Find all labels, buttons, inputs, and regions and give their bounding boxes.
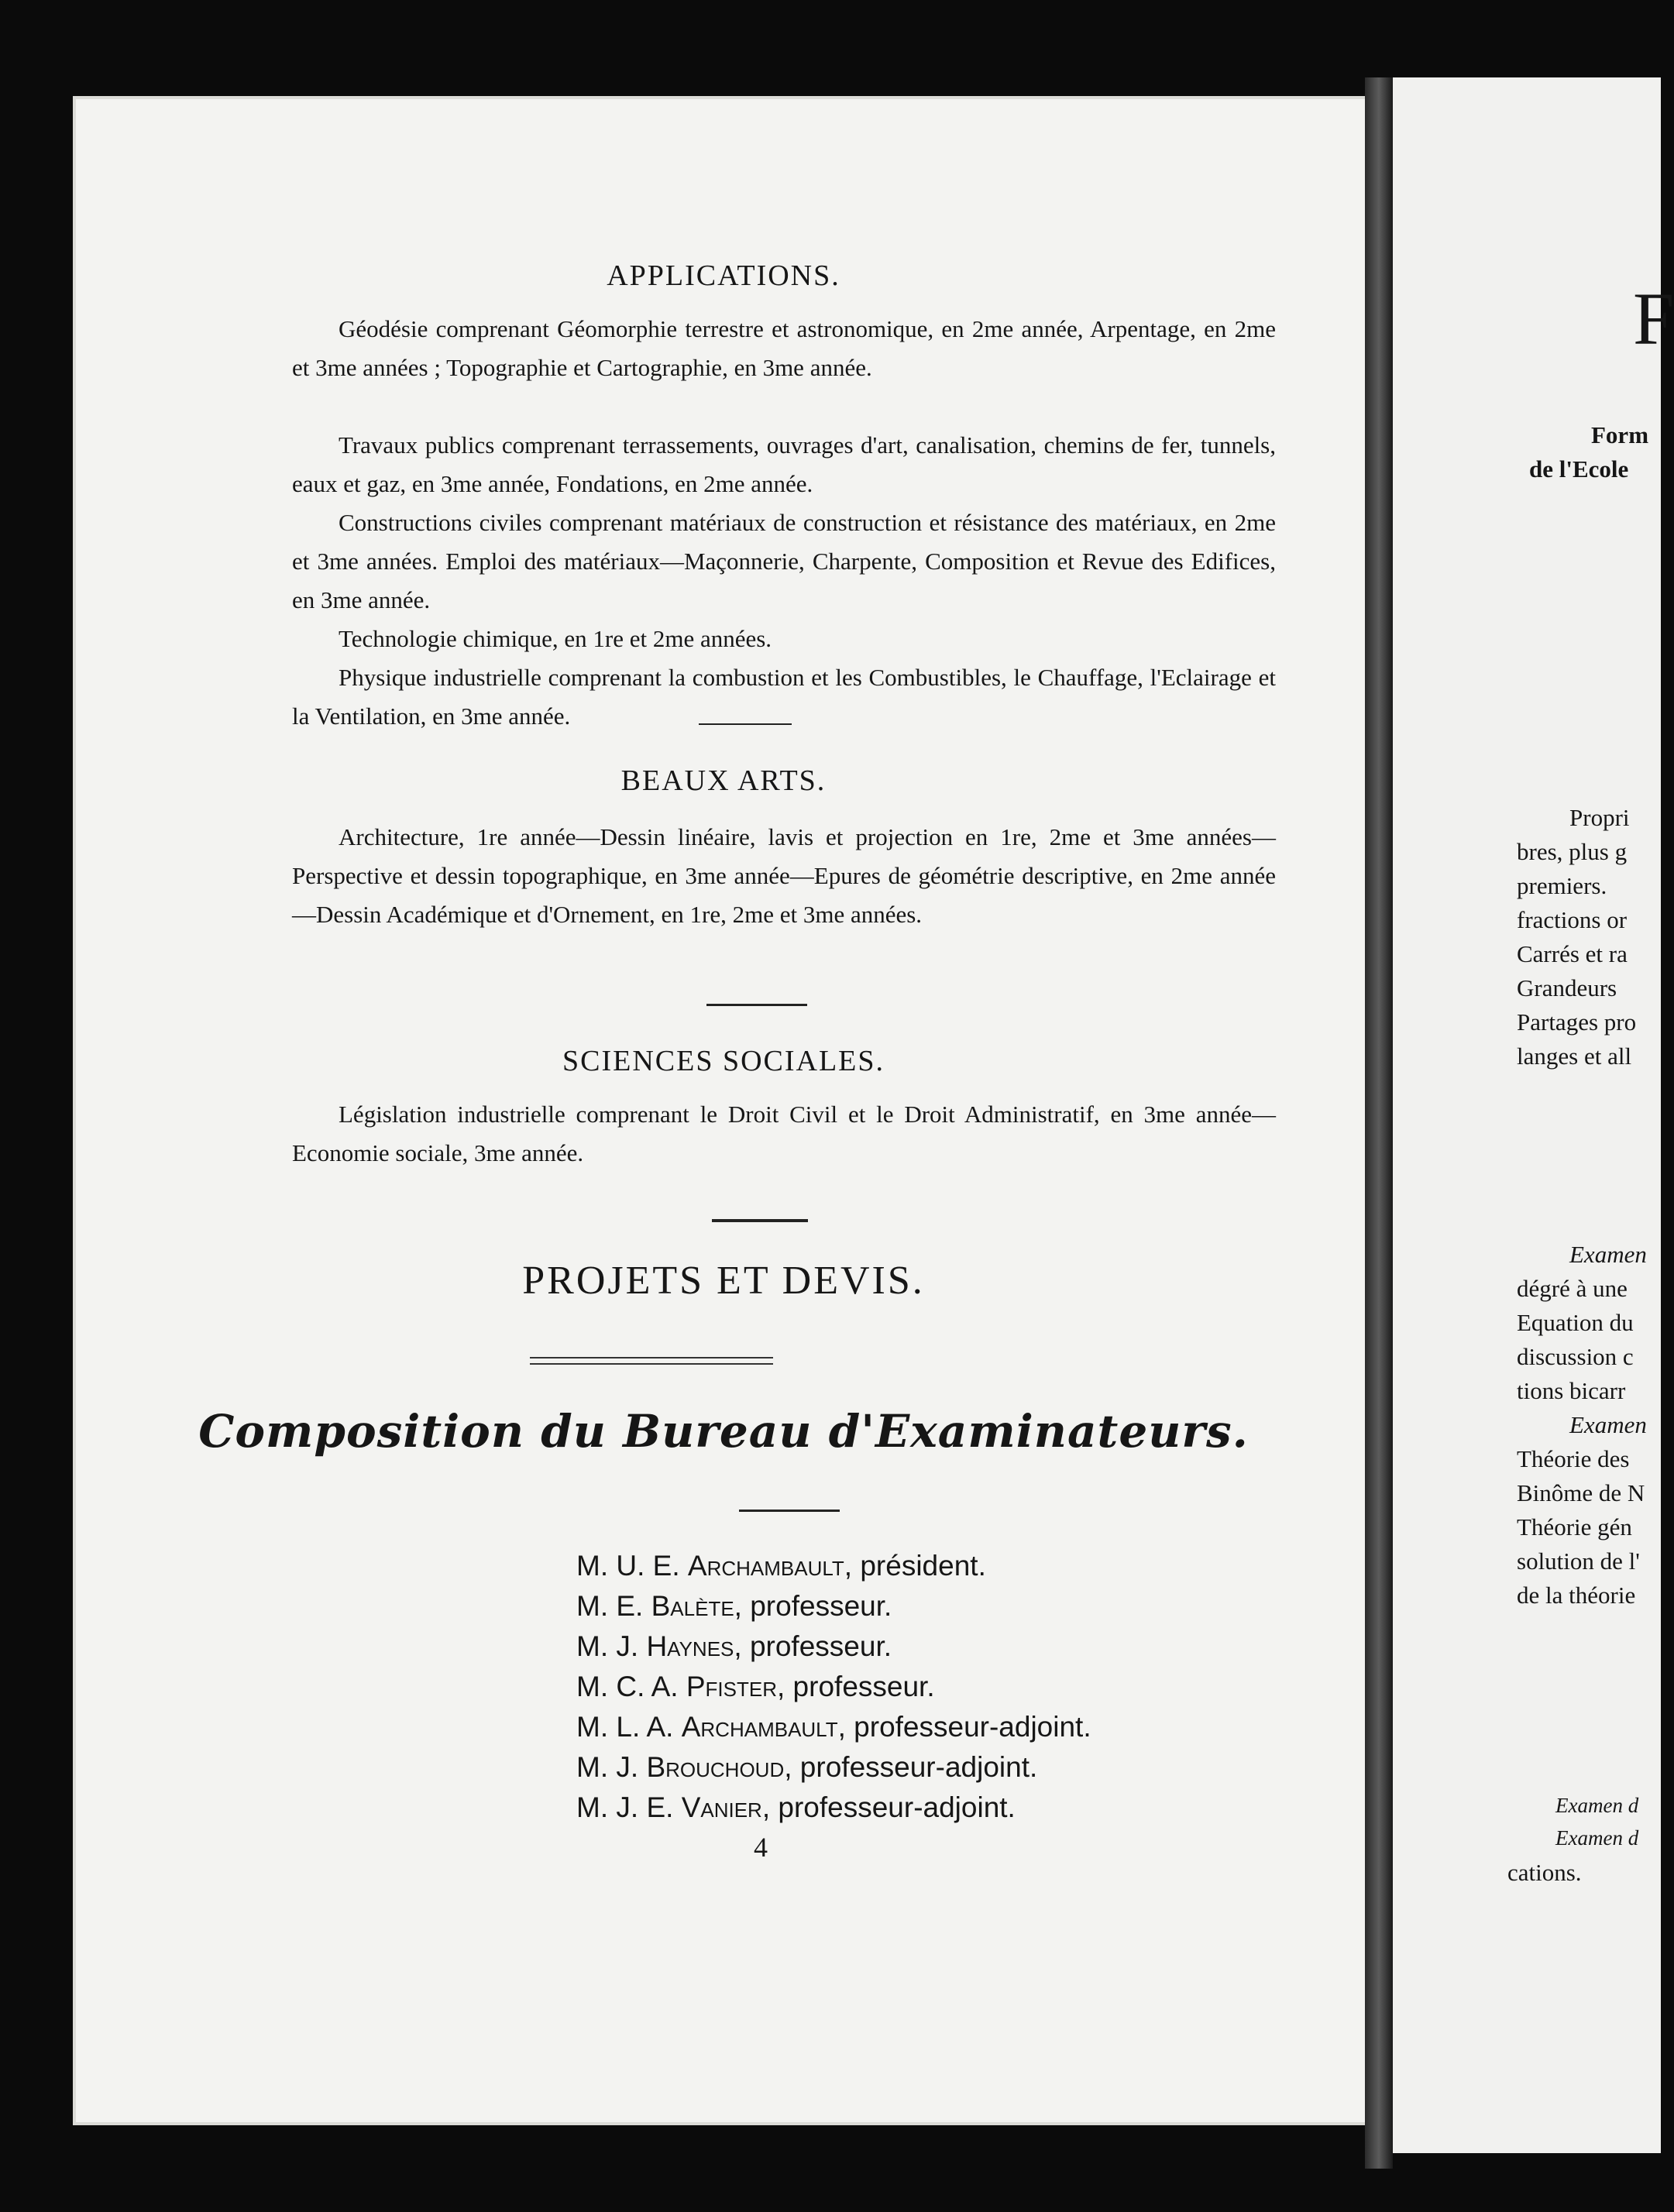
examiner-role: , professeur. (734, 1590, 892, 1622)
double-rule (530, 1357, 773, 1365)
applications-paragraph-travaux: Travaux publics comprenant terrassements, ouvrages d'art, canalisation, chemins de fer, tunnels, eaux et gaz, en 3me année, Fondations, en 2me année. (292, 431, 1276, 497)
beaux-arts-paragraph: Architecture, 1re année—Dessin linéaire, lavis et projection en 1re, 2me et 3me années—Perspective et dessin topographique, en 3me année—Epures de géométrie descriptive, en 2me année—Dessin Académique et d'Ornement, en 1re, 2me et 3me années. (292, 823, 1276, 928)
section-divider (699, 723, 792, 725)
examiner-name: Vanier (681, 1791, 762, 1823)
right-page-line: de l'Ecole (1529, 455, 1629, 483)
examiner-name: Pfister (686, 1671, 777, 1702)
examiner-role: , professeur-adjoint. (761, 1791, 1016, 1823)
right-page-line: Form (1591, 421, 1649, 448)
applications-paragraph-technologie: Technologie chimique, en 1re et 2me années. (339, 625, 772, 652)
section-divider (706, 1004, 807, 1006)
book-gutter (1365, 77, 1393, 2169)
section-divider (712, 1219, 808, 1222)
sciences-sociales-heading: SCIENCES SOCIALES. (562, 1045, 885, 1077)
right-page-line: premiers. (1517, 872, 1607, 899)
examiner-initials: M. E. (576, 1590, 644, 1622)
beaux-arts-heading: BEAUX ARTS. (620, 764, 827, 797)
right-page-line: solution de l' (1517, 1547, 1640, 1575)
right-page-line: de la théorie (1517, 1582, 1636, 1609)
bureau-heading: Composition du Bureau d'Examinateurs. (198, 1405, 1249, 1458)
sciences-sociales-paragraph: Législation industrielle comprenant le Droit Civil et le Droit Administratif, en 3me année—Economie sociale, 3me année. (292, 1101, 1276, 1166)
examiner-entry (576, 1788, 1091, 1828)
applications-paragraph-physique: Physique industrielle comprenant la combustion et les Combustibles, le Chauffage, l'Eclairage et la Ventilation, en 3me année. (292, 664, 1276, 730)
examiner-entry (576, 1586, 1091, 1626)
right-page-line: langes et all (1517, 1042, 1632, 1070)
applications-paragraph-constructions: Constructions civiles comprenant matériaux de construction et résistance des matériaux, en 2me et 3me années. Emploi des matériaux—Maçonnerie, Charpente, Composition et Revue des Edifices, en 3me année. (292, 509, 1276, 613)
examiner-name: Archambault (681, 1711, 838, 1743)
right-page-line: Examen d (1555, 1826, 1639, 1850)
examiner-initials: M. L. A. (576, 1711, 674, 1743)
right-page-line: fractions or (1517, 906, 1628, 933)
examiner-role: , président. (844, 1550, 986, 1582)
right-page-line: Examen (1569, 1241, 1647, 1268)
right-page-line: Partages pro (1517, 1008, 1637, 1036)
examiner-role: , professeur. (734, 1630, 892, 1662)
right-page-line: Binôme de N (1517, 1479, 1645, 1506)
right-page-line: Carrés et ra (1517, 940, 1628, 967)
examiner-name: Balète (651, 1590, 734, 1622)
examiner-entry (576, 1546, 1091, 1586)
examiner-initials: M. J. (576, 1751, 639, 1783)
section-divider (739, 1510, 840, 1512)
examiner-role: , professeur-adjoint. (784, 1751, 1038, 1783)
right-page-line: Examen d (1555, 1794, 1639, 1817)
examiner-entry (576, 1707, 1091, 1747)
right-page-line: discussion c (1517, 1343, 1634, 1370)
examiner-entry (576, 1626, 1091, 1667)
right-page-line: tions bicarr (1517, 1377, 1626, 1404)
right-page-line: cations. (1507, 1859, 1582, 1886)
right-page-line: Equation du (1517, 1309, 1634, 1336)
right-page-line: Examen (1569, 1411, 1647, 1438)
examiner-role: , professeur. (777, 1671, 935, 1702)
examiner-initials: M. J. E. (576, 1791, 674, 1823)
right-page-big-letter: F (1633, 277, 1674, 360)
right-page (1393, 77, 1674, 2153)
right-page-line: bres, plus g (1517, 838, 1628, 865)
right-page-line: Théorie des (1517, 1445, 1630, 1472)
projets-heading: PROJETS ET DEVIS. (522, 1259, 925, 1303)
right-page-line: Propri (1569, 804, 1630, 831)
applications-paragraph-geodesie: Géodésie comprenant Géomorphie terrestre et astronomique, en 2me année, Arpentage, en 2me et 3me années ; Topographie et Cartographie, en 3me année. (292, 315, 1276, 381)
applications-heading: APPLICATIONS. (607, 259, 840, 292)
right-page-line: Grandeurs (1517, 974, 1617, 1001)
examiner-initials: M. J. (576, 1630, 639, 1662)
examiner-name: Brouchoud (646, 1751, 785, 1783)
examiner-initials: M. U. E. (576, 1550, 680, 1582)
examiner-role: , professeur-adjoint. (837, 1711, 1091, 1743)
examiner-name: Haynes (646, 1630, 734, 1662)
examiner-entry (576, 1667, 1091, 1707)
examiner-initials: M. C. A. (576, 1671, 679, 1702)
right-page-line: dégré à une (1517, 1275, 1628, 1302)
right-page-line: Théorie gén (1517, 1513, 1632, 1540)
examiner-name: Archambault (687, 1550, 844, 1582)
page-number: 4 (754, 1832, 768, 1863)
examiners-list (576, 1546, 1091, 1828)
examiner-entry (576, 1747, 1091, 1788)
left-page (73, 96, 1374, 2125)
